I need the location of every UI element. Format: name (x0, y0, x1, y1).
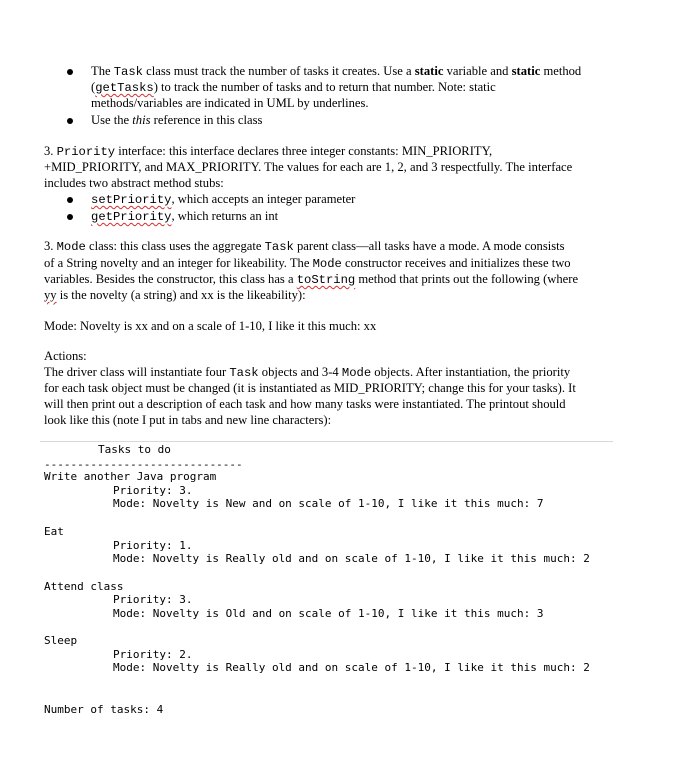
task-bullet-1-line-1: The Task class must track the number of tasks it creates. Use a static variable and static method (91, 64, 582, 79)
priority-method-2: getPriority, which returns an int (91, 209, 279, 224)
task-priority: Priority: 3. (113, 484, 193, 497)
task-bullet-1-line-2: (getTasks) to track the number of tasks and to return that number. Note: static (91, 80, 496, 95)
mode-line-2: of a String novelty and an integer for likeability. The Mode constructor receives and initializes these two (44, 256, 571, 271)
console-title: Tasks to do (98, 443, 171, 456)
task-priority: Priority: 2. (113, 648, 193, 661)
mode-example: Mode: Novelty is xx and on a scale of 1-10, I like it this much: xx (44, 319, 377, 333)
task-mode: Mode: Novelty is Really old and on scale of 1-10, I like it this much: 2 (113, 552, 590, 565)
task-bullet-2: Use the this reference in this class (91, 113, 263, 127)
bullet-dot (67, 69, 73, 75)
bullet-dot (67, 118, 73, 124)
task-mode: Mode: Novelty is Really old and on scale of 1-10, I like it this much: 2 (113, 661, 590, 674)
task-name: Attend class (44, 580, 124, 593)
mode-line-3: variables. Besides the constructor, this class has a toString method that prints out the following (where (44, 272, 579, 287)
task-name: Eat (44, 525, 64, 538)
task-name: Sleep (44, 634, 78, 647)
bullet-dot (67, 197, 73, 203)
actions-heading: Actions: (44, 349, 87, 363)
mode-line-1: 3. Mode class: this class uses the aggregate Task parent class—all tasks have a mode. A mode consists (44, 239, 565, 254)
actions-line-4: look like this (note I put in tabs and new line characters): (44, 413, 332, 427)
mode-line-4: yy is the novelty (a string) and xx is the likeability): (44, 288, 306, 302)
priority-line-2: +MID_PRIORITY, and MAX_PRIORITY. The values for each are 1, 2, and 3 respectfully. The interface (44, 160, 573, 174)
priority-line-3: includes two abstract method stubs: (44, 176, 224, 190)
bullet-dot (67, 214, 73, 220)
priority-line-1: 3. Priority interface: this interface declares three integer constants: MIN_PRIORITY, (44, 144, 493, 159)
task-mode: Mode: Novelty is New and on scale of 1-10, I like it this much: 7 (113, 497, 544, 510)
task-count: Number of tasks: 4 (44, 703, 164, 716)
actions-line-2: for each task object must be changed (it is instantiated as MID_PRIORITY; change this for your tasks). It (44, 381, 576, 395)
actions-line-1: The driver class will instantiate four Task objects and 3-4 Mode objects. After instantiation, the priority (44, 365, 571, 380)
console-dashes: ------------------------------ (44, 458, 243, 471)
actions-line-3: will then print out a description of each task and how many tasks were instantiated. The printout should (44, 397, 566, 411)
task-priority: Priority: 3. (113, 593, 193, 606)
task-mode: Mode: Novelty is Old and on scale of 1-10, I like it this much: 3 (113, 607, 544, 620)
priority-method-1: setPriority, which accepts an integer parameter (91, 192, 356, 207)
console-divider (40, 441, 613, 442)
task-bullet-1-line-3: methods/variables are indicated in UML by underlines. (91, 96, 369, 110)
task-name: Write another Java program (44, 470, 217, 483)
task-priority: Priority: 1. (113, 539, 193, 552)
